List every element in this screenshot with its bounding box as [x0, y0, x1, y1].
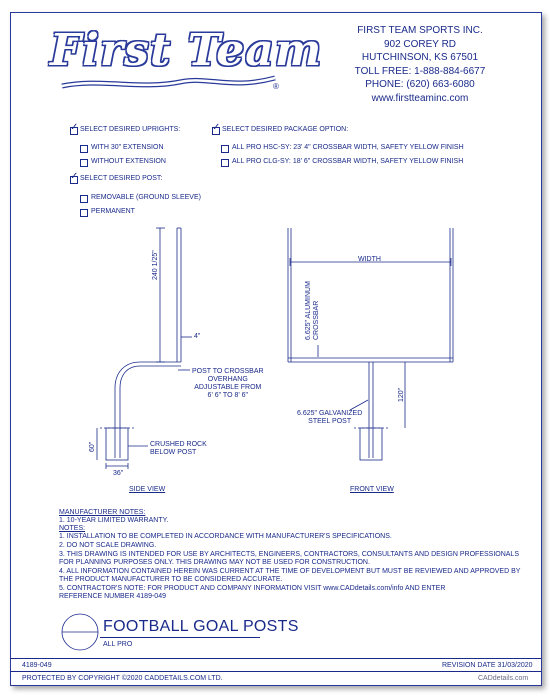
manufacturer-note-1: 1. 10-YEAR LIMITED WARRANTY. [59, 517, 169, 524]
title-circle-icon [60, 612, 100, 652]
package-clg-label: ALL PRO CLG-SY: 18' 6" CROSSBAR WIDTH, SAFETY YELLOW FINISH [232, 158, 464, 165]
company-website[interactable]: www.firstteaminc.com [371, 92, 469, 104]
side-4in-dimension: 4" [194, 333, 201, 340]
note-5b: REFERENCE NUMBER 4189-049 [59, 593, 166, 600]
crushed-rock-note [150, 441, 207, 457]
revision-date: REVISION DATE 31/03/2020 [442, 662, 533, 669]
overhang-line-2: OVERHANG [207, 376, 248, 384]
notes-heading: NOTES: [59, 525, 86, 532]
overhang-line-3: ADJUSTABLE FROM [194, 384, 262, 392]
footer-divider [10, 671, 541, 672]
company-city: HUTCHINSON, KS 67501 [361, 52, 479, 63]
upright-with-extension-label: WITH 30" EXTENSION [91, 144, 164, 151]
post-label: SELECT DESIRED POST: [80, 175, 163, 182]
post-removable-label: REMOVABLE (GROUND SLEEVE) [91, 194, 201, 201]
upright-without-extension-label: WITHOUT EXTENSION [91, 158, 166, 165]
post-line-1: 6.625" GALVANIZED [297, 410, 363, 417]
note-4b: THE PRODUCT MANUFACTURER TO BE CONSIDERED ACCURATE. [59, 576, 283, 583]
side-view-label: SIDE VIEW [129, 486, 166, 493]
post-line-2: STEEL POST [308, 418, 352, 426]
drawing-title: FOOTBALL GOAL POSTS [103, 618, 299, 635]
rock-line-1: CRUSHED ROCK [150, 441, 207, 448]
crossbar-line-1: 6.625" ALUMINUM [305, 281, 312, 340]
manufacturer-notes-heading: MANUFACTURER NOTES: [59, 509, 146, 516]
package-hsc-label: ALL PRO HSC-SY: 23' 4" CROSSBAR WIDTH, SAFETY YELLOW FINISH [232, 144, 464, 151]
title-block-divider [10, 658, 541, 659]
front-120in-dimension: 120" [398, 387, 405, 402]
overhang-line-4: 6' 6" TO 8' 6" [207, 392, 249, 400]
drawing-subtitle: ALL PRO [103, 641, 133, 648]
side-height-dimension: 240 1/25" [152, 250, 159, 280]
company-tollfree: TOLL FREE: 1-888-884-6677 [354, 65, 486, 77]
copyright-notice: PROTECTED BY COPYRIGHT ©2020 CADDETAILS.COM LTD. [22, 675, 223, 682]
reference-number: 4189-049 [22, 662, 52, 669]
company-name: FIRST TEAM SPORTS INC. [357, 25, 483, 36]
caddetails-link[interactable]: CADdetails.com [478, 675, 529, 682]
note-5: 5. CONTRACTOR'S NOTE: FOR PRODUCT AND COMPANY INFORMATION VISIT www.CADdetails.com/info AND ENTER [59, 585, 446, 592]
registered-mark: ® [273, 82, 279, 91]
note-1: 1. INSTALLATION TO BE COMPLETED IN ACCORDANCE WITH MANUFACTURER'S SPECIFICATIONS. [59, 533, 392, 540]
front-view-label: FRONT VIEW [350, 486, 394, 493]
company-address: 902 COREY RD [383, 38, 457, 50]
galvanized-post-note [297, 410, 362, 426]
overhang-note [192, 368, 264, 400]
side-36in-dimension: 36" [113, 470, 124, 477]
company-phone: PHONE: (620) 663-6080 [365, 79, 475, 90]
overhang-line-1: POST TO CROSSBAR [192, 368, 264, 375]
note-3: 3. THIS DRAWING IS INTENDED FOR USE BY ARCHITECTS, ENGINEERS, CONTRACTORS, CONSULTANTS AND DESIGN PROFESSIONALS [59, 551, 519, 558]
note-3b: FOR PLANNING PURPOSES ONLY. THIS DRAWING MAY NOT BE USED FOR CONSTRUCTION. [59, 559, 370, 566]
crossbar-note [305, 281, 321, 340]
rock-line-2: BELOW POST [150, 449, 197, 457]
front-width-dimension: WIDTH [358, 256, 381, 263]
uprights-label: SELECT DESIRED UPRIGHTS: [80, 126, 181, 133]
crossbar-line-2: CROSSBAR [313, 300, 321, 340]
title-underline [100, 637, 260, 638]
post-permanent-label: PERMANENT [91, 208, 135, 215]
note-4: 4. ALL INFORMATION CONTAINED HEREIN WAS CURRENT AT THE TIME OF DEVELOPMENT BUT MUST BE REVIEWED AND APPROVED BY [59, 568, 521, 575]
first-team-logo: First Team [50, 25, 323, 76]
side-60in-dimension: 60" [89, 441, 96, 452]
package-label: SELECT DESIRED PACKAGE OPTION: [222, 126, 349, 133]
note-2: 2. DO NOT SCALE DRAWING. [59, 542, 157, 549]
